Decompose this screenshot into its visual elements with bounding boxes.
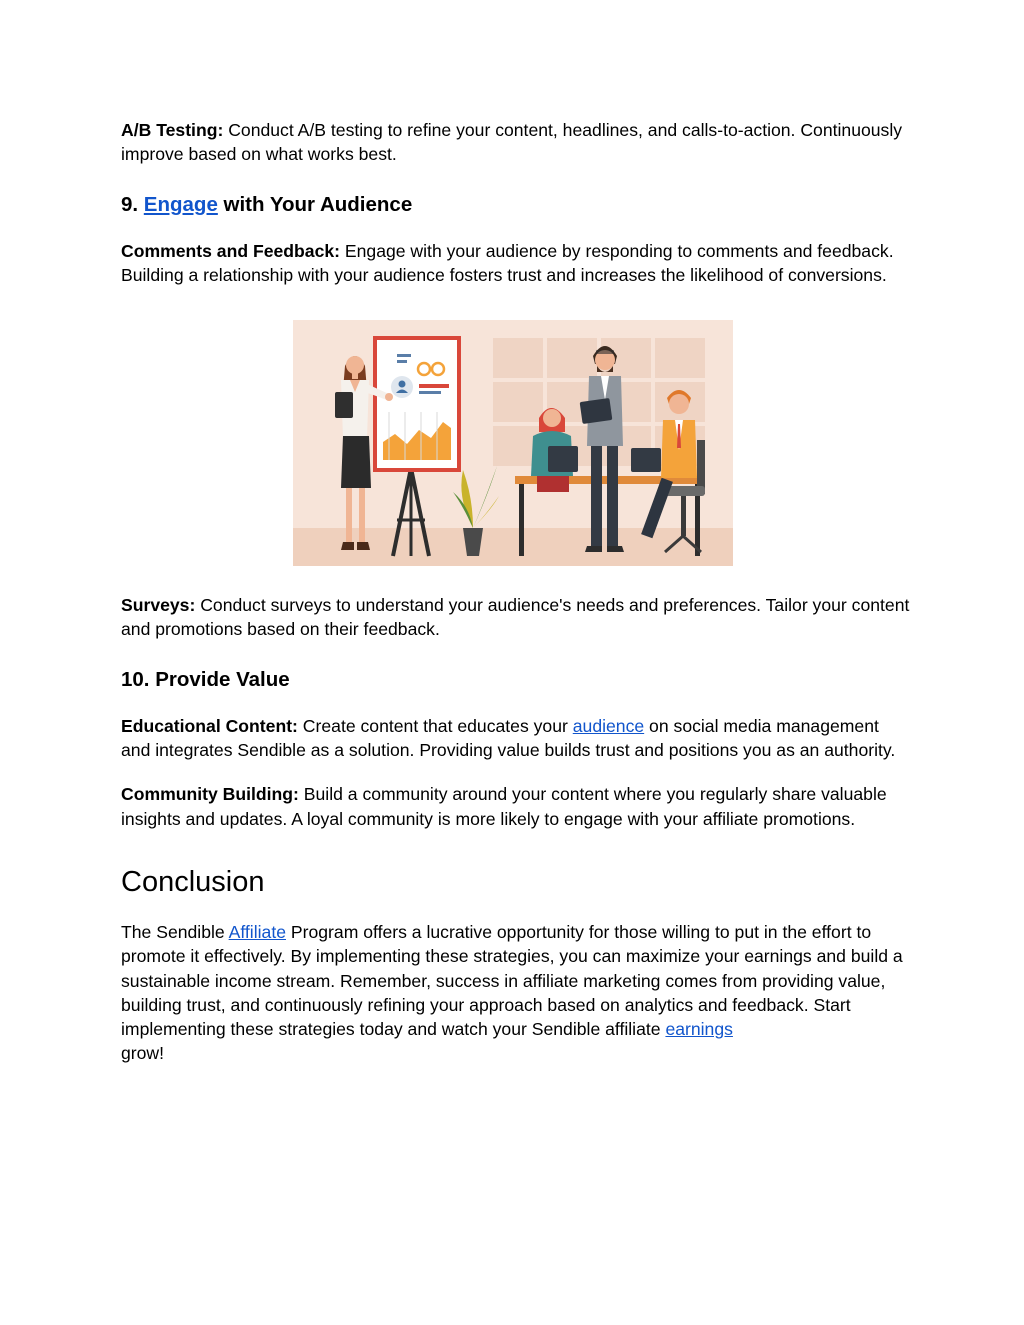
section-9-heading xyxy=(121,192,911,218)
surveys-paragraph xyxy=(121,593,911,642)
community-building-label: Community Building: xyxy=(121,784,299,805)
ab-testing-paragraph xyxy=(121,118,911,167)
section-9-number: 9. xyxy=(121,192,144,216)
affiliate-link[interactable]: Affiliate xyxy=(228,921,286,942)
document-content xyxy=(121,118,911,1066)
educational-content-paragraph xyxy=(121,714,911,763)
conclusion-paragraph xyxy=(121,920,911,1066)
community-building-paragraph xyxy=(121,782,911,831)
illustration-svg xyxy=(293,320,733,566)
community-building-text: Build a community around your content where you regularly share valuable insights and updates. A loyal community is more likely to engage with your affiliate promotions. xyxy=(121,784,887,829)
conclusion-heading: Conclusion xyxy=(121,865,265,898)
educational-content-text-before: Create content that educates your xyxy=(297,715,573,736)
comments-text: Engage with your audience by responding to comments and feedback. Building a relationship with your audience fosters trust and increases the likelihood of conversions. xyxy=(121,240,894,285)
team-meeting-illustration xyxy=(293,320,733,566)
audience-link[interactable]: audience xyxy=(572,715,645,736)
conclusion-text-before: The Sendible xyxy=(121,921,229,942)
conclusion-text-after: grow! xyxy=(121,1043,165,1064)
engage-link[interactable]: Engage xyxy=(143,192,218,216)
ab-testing-text: Conduct A/B testing to refine your content, headlines, and calls-to-action. Continuously improve based on what works best. xyxy=(121,120,903,165)
educational-content-label: Educational Content: xyxy=(121,715,298,736)
educational-content-text-after: on social media management and integrates Sendible as a solution. Providing value builds trust and positions you as an authority. xyxy=(121,715,896,761)
section-9-rest: with Your Audience xyxy=(217,192,413,216)
ab-testing-label: A/B Testing: xyxy=(121,120,224,140)
conclusion-text-middle: Program offers a lucrative opportunity for those willing to put in the effort to promote it effectively. By implementing these strategies, you can maximize your earnings and build a sustainable income stream. Remember, success in affiliate marketing comes from providing value, building trust, and continuously refining your approach based on analytics and feedback. Start implementing these strategies today and watch your Sendible affiliate xyxy=(121,921,903,1040)
section-10-heading: 10. Provide Value xyxy=(121,667,290,691)
surveys-label: Surveys: xyxy=(121,595,196,616)
surveys-text: Conduct surveys to understand your audience's needs and preferences. Tailor your content and promotions based on their feedback. xyxy=(121,595,910,640)
comments-paragraph xyxy=(121,239,911,288)
comments-label: Comments and Feedback: xyxy=(121,240,340,261)
earnings-link[interactable]: earnings xyxy=(665,1019,733,1040)
